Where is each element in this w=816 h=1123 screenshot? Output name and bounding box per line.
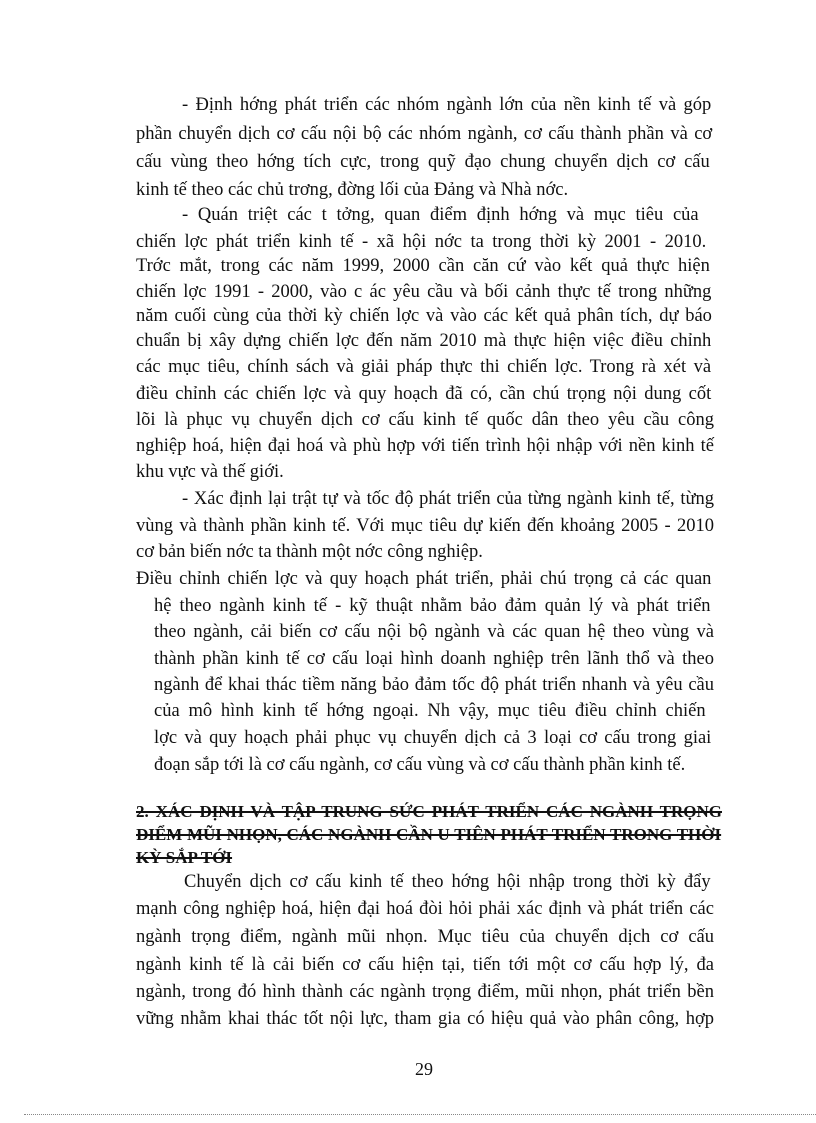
- text-line: ngành trọng điểm, ngành mũi nhọn. Mục tiêu của chuyển dịch cơ cấu: [136, 927, 714, 947]
- text-line: năm cuối cùng của thời kỳ chiến lợc và vào các kết quả phân tích, dự báo: [136, 306, 712, 326]
- text-line: cơ bản biến nớc ta thành một nớc công nghiệp.: [136, 542, 483, 562]
- text-line: hệ theo ngành kinh tế - kỹ thuật nhằm bảo đảm quản lý và phát triển: [154, 596, 711, 616]
- text-line: Chuyển dịch cơ cấu kinh tế theo hớng hội nhập trong thời kỳ đẩy: [184, 872, 711, 892]
- text-line: ngành kinh tế là cải biến cơ cấu hiện tại, tiến tới một cơ cấu hợp lý, đa: [136, 955, 714, 975]
- page-bottom-rule: [24, 1114, 816, 1115]
- text-line: chuẩn bị xây dựng chiến lợc đến năm 2010 mà thực hiện việc điều chỉnh: [136, 331, 712, 351]
- text-line: phần chuyển dịch cơ cấu nội bộ các nhóm ngành, cơ cấu thành phần và cơ: [136, 124, 713, 144]
- text-line: - Xác định lại trật tự và tốc độ phát triển của từng ngành kinh tế, từng: [182, 489, 714, 509]
- text-line: chiến lợc phát triển kinh tế - xã hội nớc ta trong thời kỳ 2001 - 2010.: [136, 232, 707, 252]
- text-line: lõi là phục vụ chuyển dịch cơ cấu kinh tế quốc dân theo yêu cầu công: [136, 410, 714, 430]
- page-number: 29: [415, 1059, 433, 1079]
- section-heading-line: KỲ SẮP TỚI: [136, 848, 233, 867]
- text-line: vùng và thành phần kinh tế. Với mục tiêu dự kiến đến khoảng 2005 - 2010: [136, 516, 714, 536]
- text-line: điều chỉnh các chiến lợc và quy hoạch đã có, cần chú trọng nội dung cốt: [136, 384, 712, 404]
- text-line: lợc và quy hoạch phải phục vụ chuyển dịch cả 3 loại cơ cấu trong giai: [154, 728, 712, 748]
- section-heading-line: 2. XÁC ĐỊNH VÀ TẬP TRUNG SỨC PHÁT TRIỂN CÁC NGÀNH TRỌNG: [136, 802, 722, 821]
- text-line: Trớc mắt, trong các năm 1999, 2000 cần căn cứ vào kết quả thực hiện: [136, 256, 710, 276]
- text-line: - Quán triệt các t tởng, quan điểm định hớng và mục tiêu của: [182, 205, 699, 225]
- text-line: Điều chỉnh chiến lợc và quy hoạch phát triển, phải chú trọng cả các quan: [136, 569, 712, 589]
- text-line: vững nhằm khai thác tốt nội lực, tham gia có hiệu quả vào phân công, hợp: [136, 1009, 714, 1029]
- text-line: mạnh công nghiệp hoá, hiện đại hoá đòi hỏi phải xác định và phát triển các: [136, 899, 714, 919]
- text-line: thành phần kinh tế cơ cấu loại hình doanh nghiệp trên lãnh thổ và theo: [154, 649, 714, 669]
- text-line: chiến lợc 1991 - 2000, vào c ác yêu cầu và bối cảnh thực tế trong những: [136, 282, 712, 302]
- text-line: ngành, trong đó hình thành các ngành trọng điểm, mũi nhọn, phát triển bền: [136, 982, 714, 1002]
- section-heading-line: ĐIỂM MŨI NHỌN, CÁC NGÀNH CẦN U TIÊN PHÁT TRIỂN TRONG THỜI: [136, 825, 722, 844]
- text-line: đoạn sắp tới là cơ cấu ngành, cơ cấu vùng và cơ cấu thành phần kinh tế.: [154, 755, 686, 775]
- text-line: các mục tiêu, chính sách và giải pháp thực thi chiến lợc. Trong rà xét và: [136, 357, 712, 377]
- text-line: kinh tế theo các chủ trơng, đờng lối của Đảng và Nhà nớc.: [136, 180, 569, 200]
- text-line: cấu vùng theo hớng tích cực, trong quỹ đạo chung chuyển dịch cơ cấu: [136, 152, 710, 172]
- text-line: theo ngành, cải biến cơ cấu nội bộ ngành và các quan hệ theo vùng và: [154, 622, 714, 642]
- text-line: nghiệp hoá, hiện đại hoá và phù hợp với tiến trình hội nhập với nền kinh tế: [136, 436, 714, 456]
- text-line: - Định hớng phát triển các nhóm ngành lớn của nền kinh tế và góp: [182, 95, 712, 115]
- text-line: khu vực và thế giới.: [136, 462, 284, 482]
- text-line: của mô hình kinh tế hớng ngoại. Nh vậy, mục tiêu điều chỉnh chiến: [154, 701, 706, 721]
- text-line: ngành để khai thác tiềm năng bảo đảm tốc độ phát triển nhanh và yêu cầu: [154, 675, 714, 695]
